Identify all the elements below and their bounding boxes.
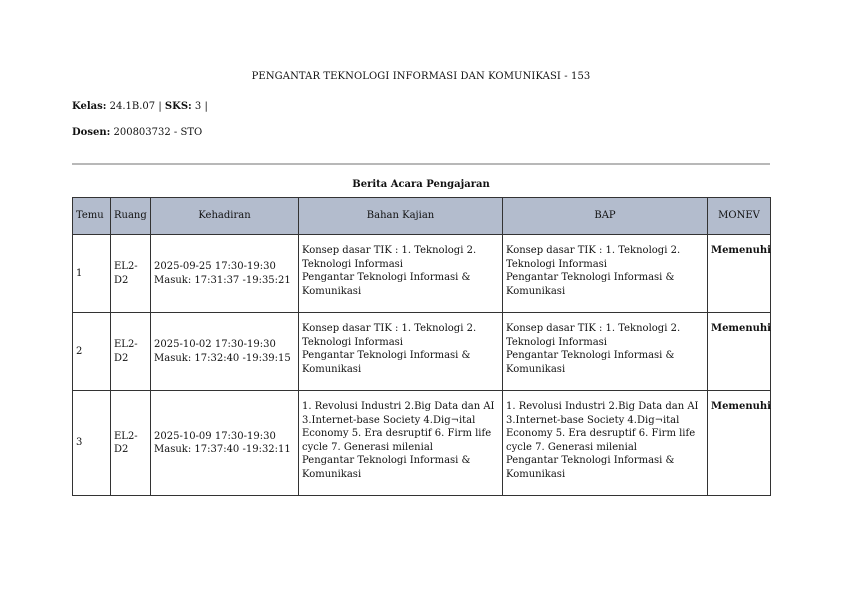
bap-materi-text: 1. Revolusi Industri 2.Big Data dan AI 3.Internet-base Society 4.Dig¬ital Economy 5. Era desruptif 6. Firm life cycle 7. Generasi milenial xyxy=(506,401,699,453)
bahan-mk-text: Pengantar Teknologi Informasi & Komunikasi xyxy=(302,455,471,480)
temu-cell: 2 xyxy=(73,313,111,391)
header-bap: BAP xyxy=(503,198,708,235)
jadwal-text: 2025-10-09 17:30-19:30 xyxy=(154,430,276,442)
document-title: PENGANTAR TEKNOLOGI INFORMASI DAN KOMUNIKASI - 153 xyxy=(251,71,591,82)
table-row xyxy=(73,313,771,391)
bahan-materi-text: 1. Revolusi Industri 2.Big Data dan AI 3.Internet-base Society 4.Dig¬ital Economy 5. Era desruptif 6. Firm life cycle 7. Generasi milenial xyxy=(302,401,495,453)
monev-cell xyxy=(708,391,771,496)
table-row xyxy=(73,391,771,496)
bahan-mk-text: Pengantar Teknologi Informasi & Komunikasi xyxy=(302,350,471,375)
bap-mk-text: Pengantar Teknologi Informasi & Komunikasi xyxy=(506,455,675,480)
dosen-label: Dosen: xyxy=(72,127,111,138)
bahan-kajian-cell xyxy=(299,313,503,391)
dosen-line xyxy=(72,127,202,138)
table-header-row xyxy=(73,198,771,235)
dosen-value: 200803732 - STO xyxy=(113,127,203,138)
bap-cell xyxy=(503,235,708,313)
separator: | xyxy=(204,101,208,112)
monev-status: Memenuhi xyxy=(711,245,771,256)
sks-label: SKS: xyxy=(164,101,192,112)
header-temu: Temu xyxy=(73,198,111,235)
jadwal-text: 2025-09-25 17:30-19:30 xyxy=(154,261,276,272)
temu-cell: 1 xyxy=(73,235,111,313)
ruang-cell: EL2-D2 xyxy=(111,235,151,313)
bap-materi-text: Konsep dasar TIK : 1. Teknologi 2. Teknologi Informasi xyxy=(506,323,681,348)
bahan-kajian-cell xyxy=(299,391,503,496)
masuk-text: Masuk: 17:32:40 -19:39:15 xyxy=(154,352,291,364)
bap-cell xyxy=(503,391,708,496)
monev-status: Memenuhi xyxy=(711,401,771,412)
header-kehadiran: Kehadiran xyxy=(151,198,299,235)
berita-acara-table xyxy=(72,197,771,496)
bahan-kajian-cell xyxy=(299,235,503,313)
divider xyxy=(72,163,770,165)
bap-cell xyxy=(503,313,708,391)
kehadiran-cell xyxy=(151,235,299,313)
bahan-materi-text: Konsep dasar TIK : 1. Teknologi 2. Teknologi Informasi xyxy=(302,323,477,348)
header-monev: MONEV xyxy=(708,198,771,235)
ruang-cell: EL2-D2 xyxy=(111,391,151,496)
separator: | xyxy=(158,101,162,112)
jadwal-text: 2025-10-02 17:30-19:30 xyxy=(154,339,276,350)
temu-cell: 3 xyxy=(73,391,111,496)
bahan-mk-text: Pengantar Teknologi Informasi & Komunikasi xyxy=(302,272,471,297)
kelas-sks-line xyxy=(72,101,208,112)
bap-materi-text: Konsep dasar TIK : 1. Teknologi 2. Teknologi Informasi xyxy=(506,245,681,270)
masuk-text: Masuk: 17:37:40 -19:32:11 xyxy=(154,444,291,455)
monev-status: Memenuhi xyxy=(711,323,771,334)
bap-mk-text: Pengantar Teknologi Informasi & Komunikasi xyxy=(506,272,675,297)
header-ruang: Ruang xyxy=(111,198,151,235)
kelas-label: Kelas: xyxy=(72,101,107,112)
kelas-value: 24.1B.07 xyxy=(109,101,156,112)
kehadiran-cell xyxy=(151,313,299,391)
monev-cell xyxy=(708,235,771,313)
masuk-text: Masuk: 17:31:37 -19:35:21 xyxy=(154,274,291,286)
sks-value: 3 xyxy=(194,101,202,112)
monev-cell xyxy=(708,313,771,391)
kehadiran-cell xyxy=(151,391,299,496)
bahan-materi-text: Konsep dasar TIK : 1. Teknologi 2. Teknologi Informasi xyxy=(302,245,477,270)
table-row xyxy=(73,235,771,313)
ruang-cell: EL2-D2 xyxy=(111,313,151,391)
section-title: Berita Acara Pengajaran xyxy=(352,179,490,190)
bap-mk-text: Pengantar Teknologi Informasi & Komunikasi xyxy=(506,350,675,375)
header-bahan-kajian: Bahan Kajian xyxy=(299,198,503,235)
